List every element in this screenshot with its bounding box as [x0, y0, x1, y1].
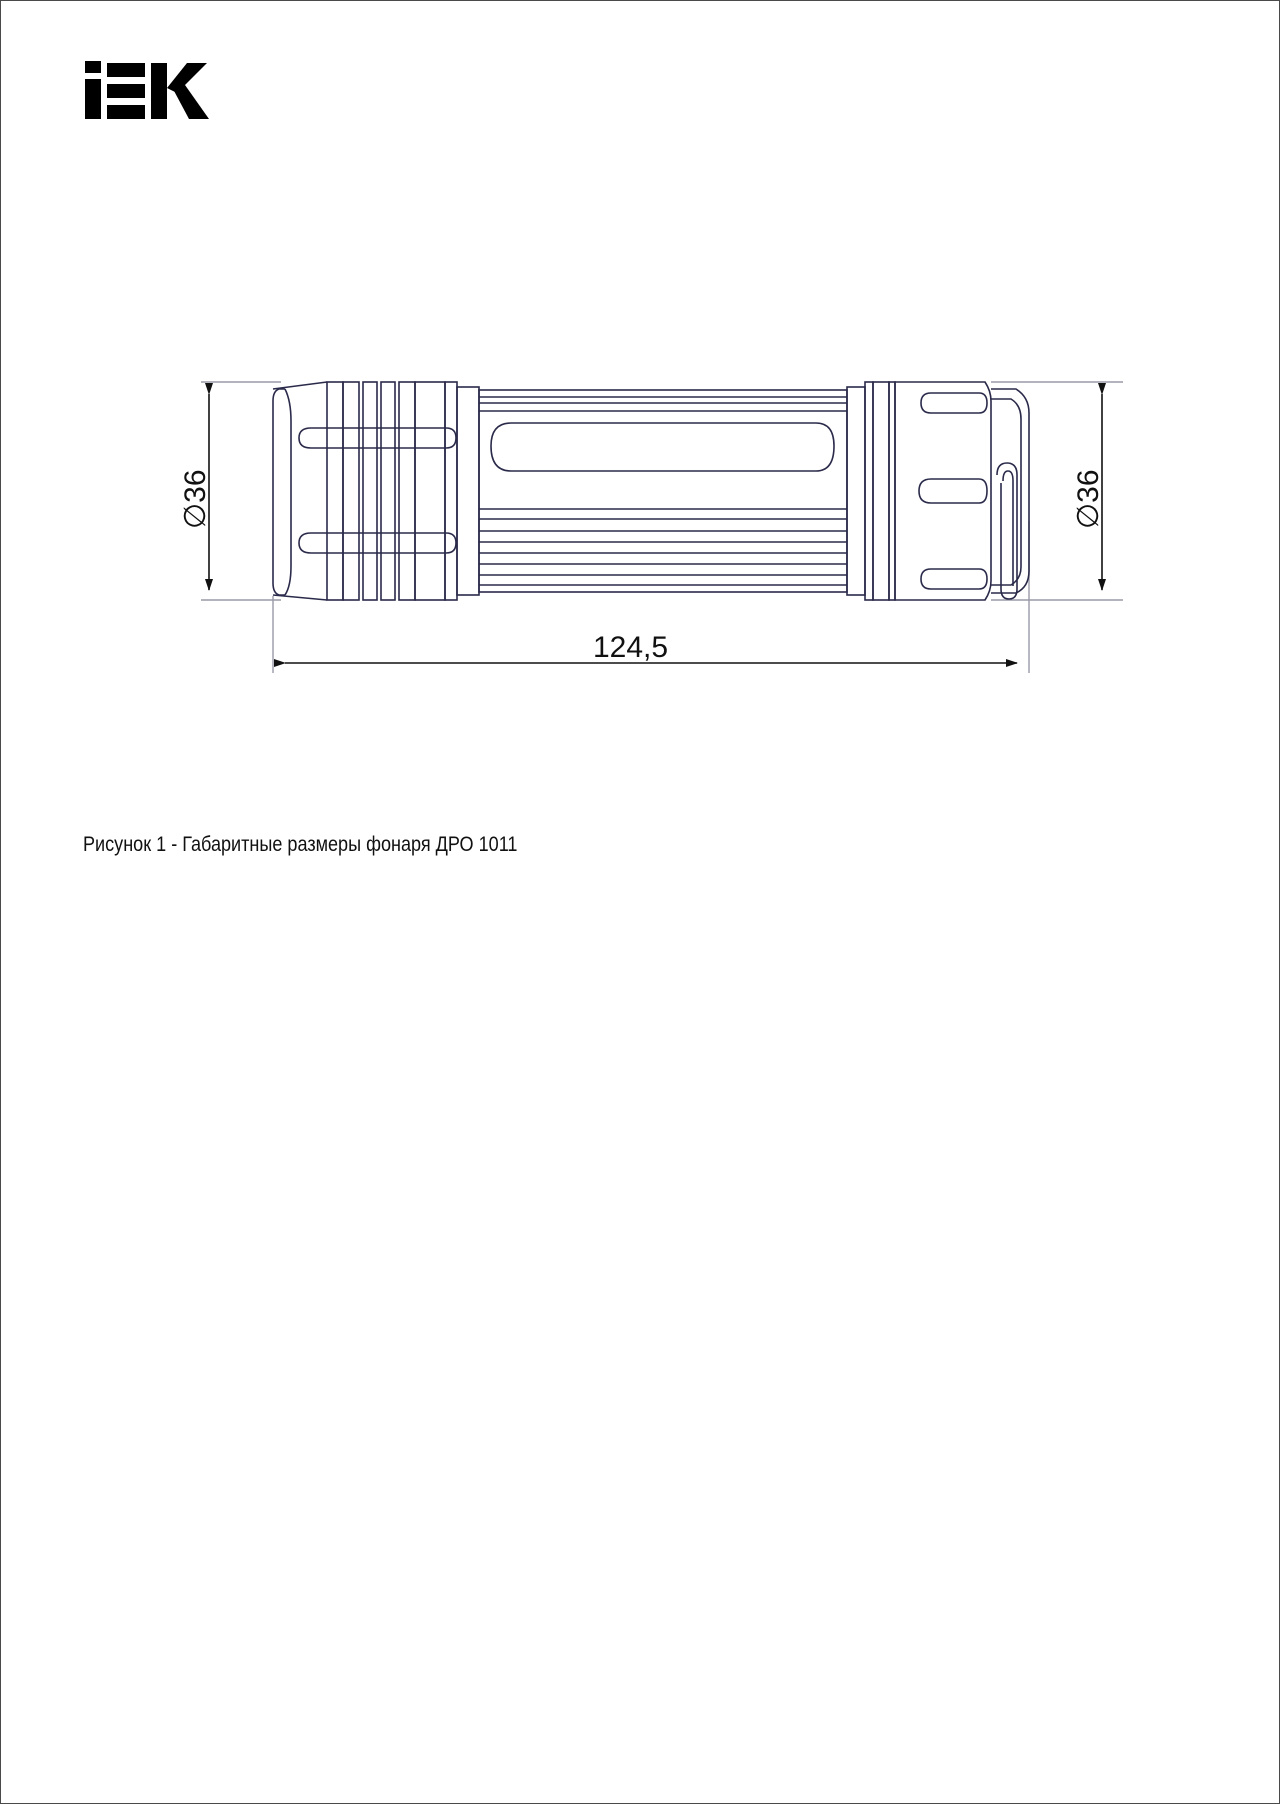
logo-i-dot — [85, 61, 101, 73]
grip-ring-4 — [381, 382, 395, 600]
clip-outer — [997, 463, 1017, 599]
bezel-slot-middle — [919, 479, 987, 503]
bezel-slot-top — [921, 393, 987, 413]
logo-k-stem — [151, 63, 167, 119]
grip-ring-8 — [457, 387, 479, 595]
flashlight-head-bezel — [895, 382, 991, 600]
flashlight-outline — [273, 382, 1029, 600]
figure-caption: Рисунок 1 - Габаритные размеры фонаря ДРО 1011 — [83, 833, 518, 856]
dimension-label-diameter-left: ∅36 — [179, 469, 212, 529]
tail-cap-edge-top — [273, 382, 327, 389]
collar-ring-4 — [889, 382, 895, 600]
bezel-outer — [895, 382, 991, 600]
logo-e-middle — [107, 84, 145, 98]
dimension-label-diameter-right: ∅36 — [1072, 469, 1105, 529]
collar-ring-1 — [847, 387, 865, 595]
flashlight-head-collar — [847, 382, 895, 600]
grip-ring-7 — [445, 382, 457, 600]
grip-ring-6 — [415, 382, 445, 600]
grip-ring-1 — [327, 382, 343, 600]
dimension-label-length: 124,5 — [593, 631, 669, 664]
bezel-slot-bottom — [921, 569, 987, 589]
logo-i-stem — [85, 79, 101, 119]
logo-e-top — [107, 63, 145, 77]
collar-ring-2 — [865, 382, 873, 600]
flashlight-barrel — [479, 390, 847, 592]
collar-ring-3 — [873, 382, 889, 600]
iek-logo — [85, 61, 209, 121]
lens-ring-outer — [991, 389, 1029, 593]
flashlight-dimension-drawing — [1, 361, 1280, 691]
logo-e-bottom — [107, 105, 145, 119]
grip-ring-2 — [343, 382, 359, 600]
grip-ring-5 — [399, 382, 415, 600]
tail-cap-inner — [285, 389, 291, 595]
logo-k-lower-arm — [173, 85, 209, 119]
tail-grip-rings — [327, 382, 479, 600]
clip-inner — [1003, 471, 1013, 586]
tail-cap-edge-bottom — [273, 595, 327, 600]
flashlight-pocket-clip — [997, 463, 1017, 599]
tail-cap-outer — [273, 389, 285, 595]
extension-lines — [201, 382, 1123, 673]
grip-ring-3 — [363, 382, 377, 600]
flashlight-tail-cap — [273, 382, 327, 600]
barrel-body — [479, 390, 847, 592]
barrel-window — [491, 423, 834, 471]
flashlight-lens-ring — [991, 389, 1029, 593]
